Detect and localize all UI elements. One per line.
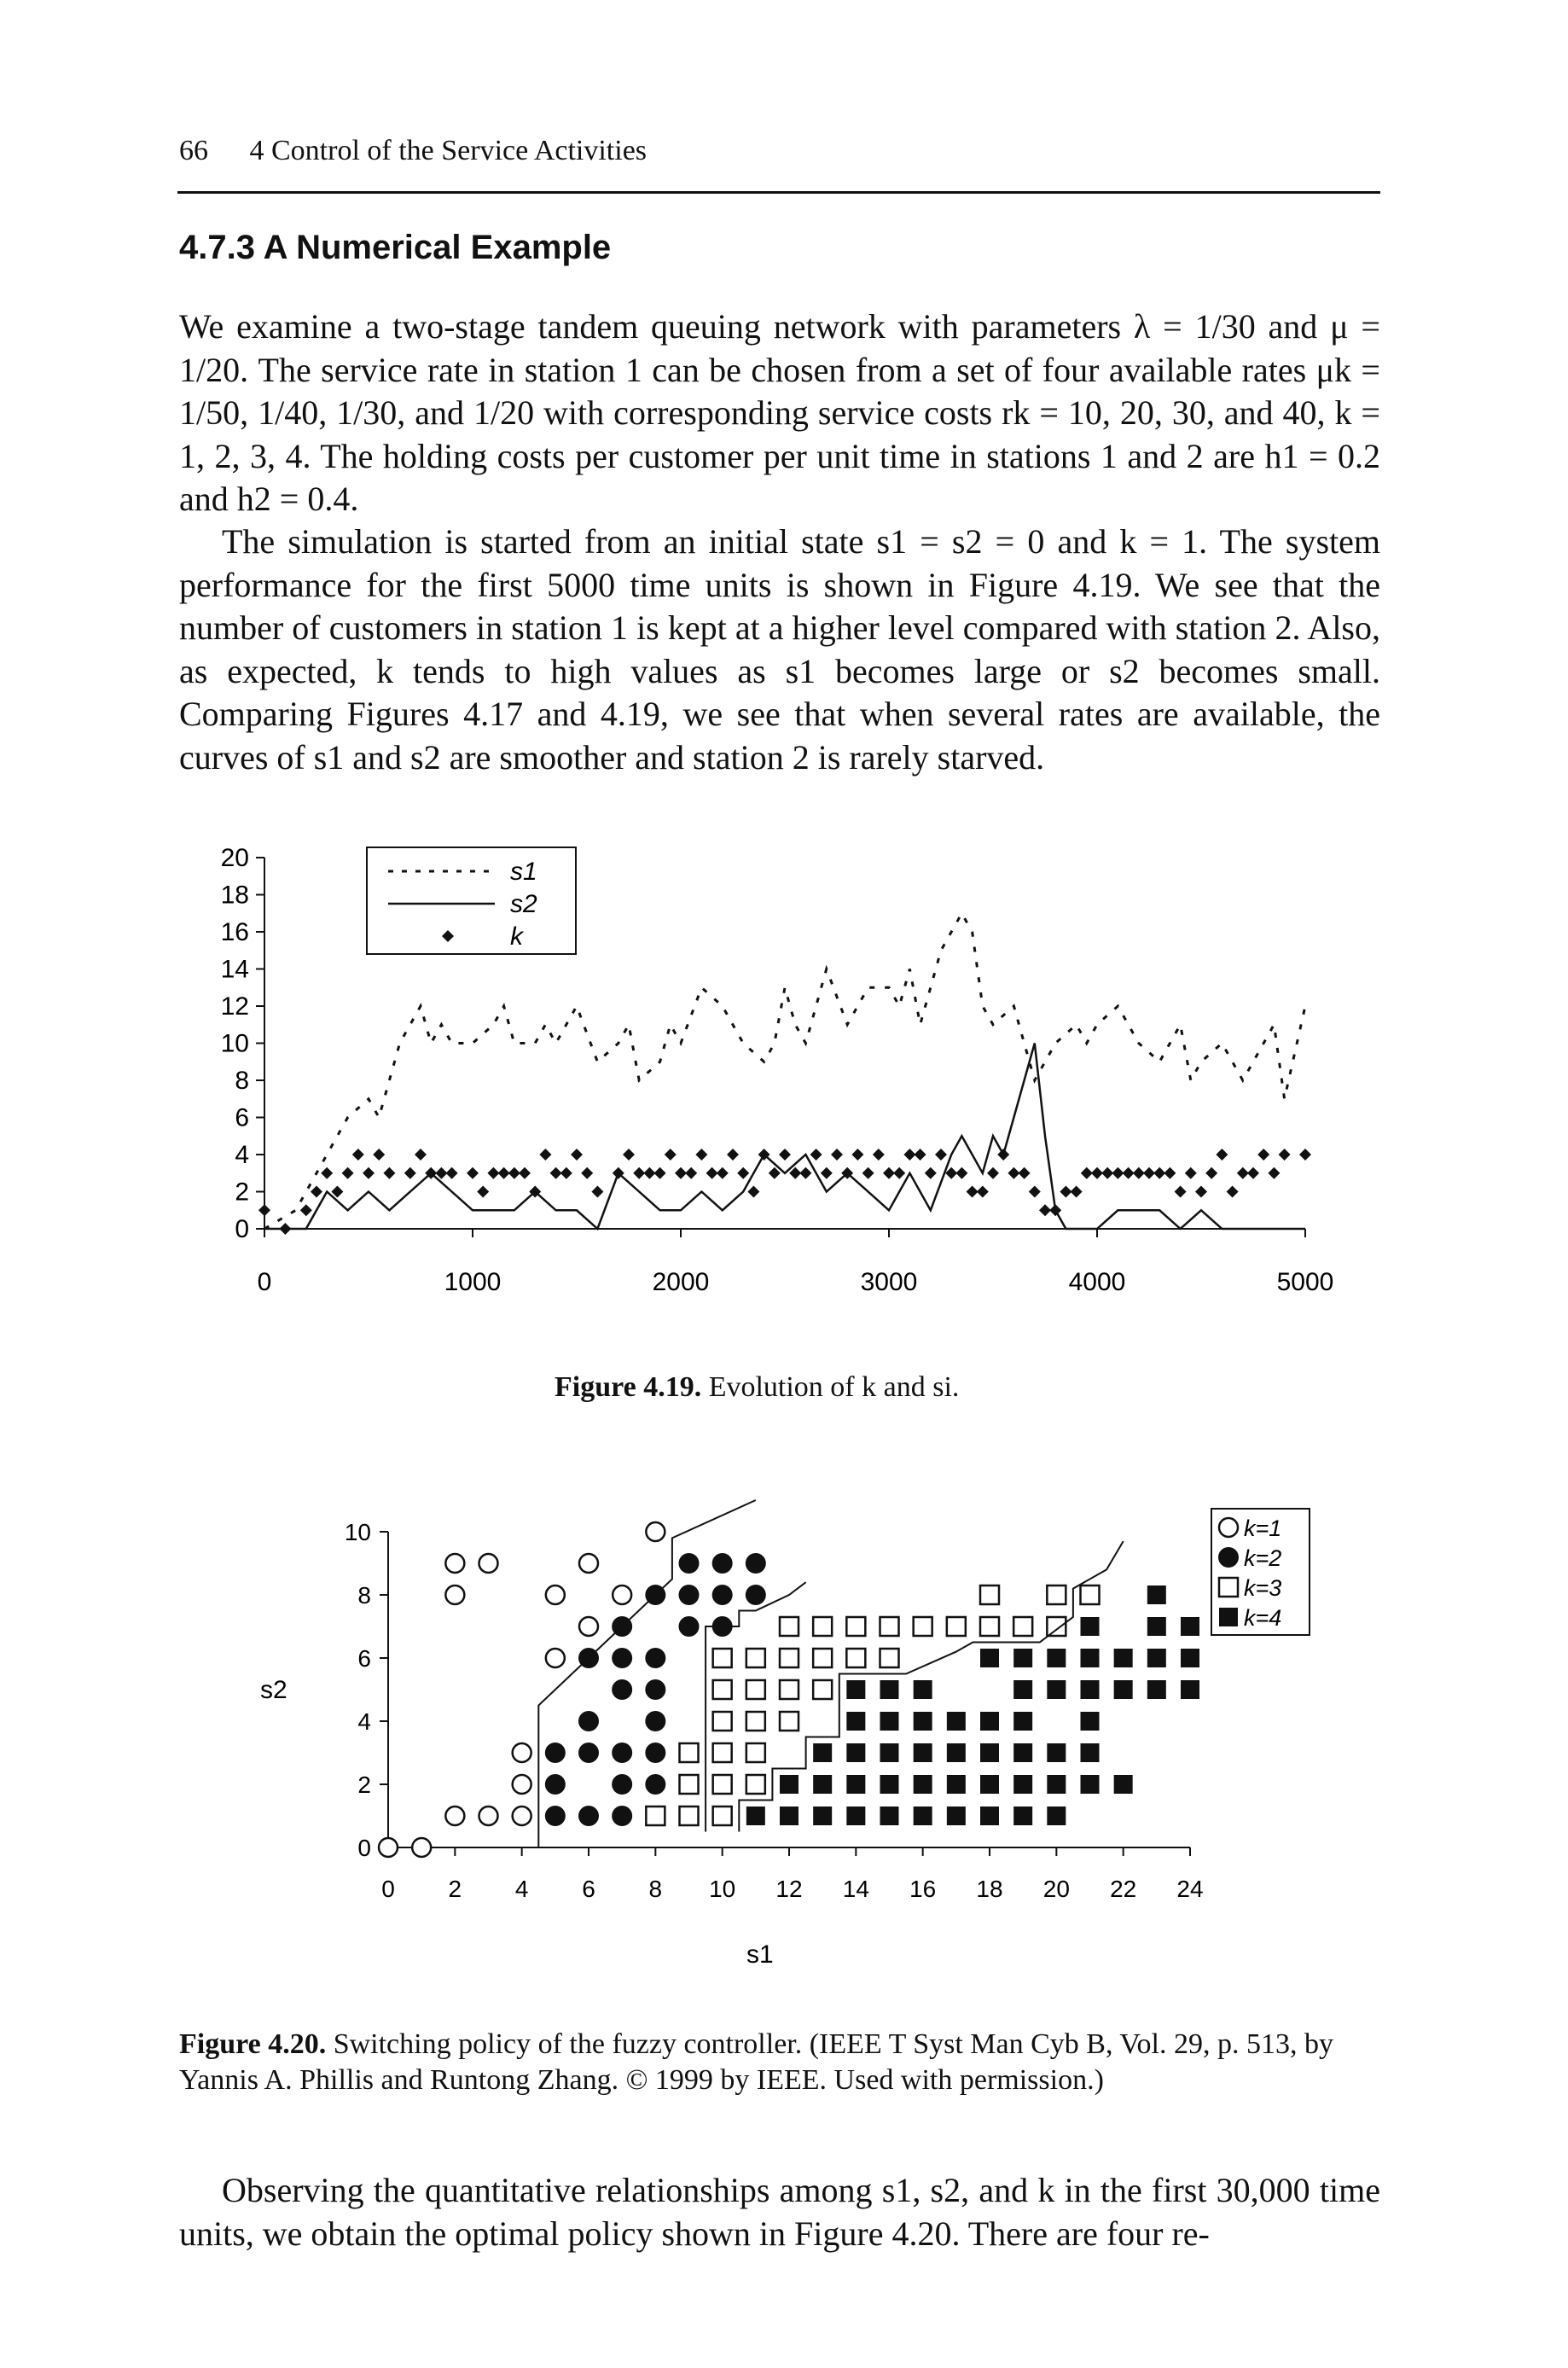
marker-k=4 [1081, 1649, 1100, 1667]
k-marker [935, 1149, 947, 1161]
marker-k=4 [1081, 1743, 1100, 1762]
x-tick-label: 0 [257, 1268, 272, 1296]
k-marker [654, 1167, 666, 1179]
k-marker [1247, 1167, 1259, 1179]
k-marker [955, 1167, 967, 1179]
marker-k=4 [1013, 1807, 1032, 1825]
k-marker [571, 1149, 583, 1161]
section-title: 4.7.3 A Numerical Example [179, 229, 612, 266]
marker-k=4 [813, 1807, 832, 1825]
marker-k=3 [980, 1617, 999, 1636]
y-tick-label: 0 [357, 1835, 371, 1861]
k-marker [945, 1167, 957, 1179]
k-marker [1195, 1186, 1207, 1198]
marker-k=4 [980, 1775, 999, 1794]
marker-k=4 [1114, 1680, 1133, 1699]
k-marker [467, 1167, 479, 1179]
marker-k=3 [713, 1807, 732, 1825]
marker-k=4 [1047, 1680, 1066, 1699]
marker-k=4 [746, 1807, 765, 1825]
k-marker [404, 1167, 416, 1179]
y-tick-label: 0 [235, 1215, 249, 1243]
k-marker [727, 1149, 739, 1161]
marker-k=4 [813, 1775, 832, 1794]
x-tick-label: 24 [1176, 1876, 1204, 1902]
k-marker [883, 1167, 895, 1179]
k-marker [851, 1149, 863, 1161]
marker-k=4 [947, 1712, 966, 1731]
marker-k=4 [1047, 1775, 1066, 1794]
k-marker [311, 1186, 322, 1198]
x-tick-label: 20 [1042, 1876, 1070, 1902]
k-marker [737, 1167, 749, 1179]
marker-k=1 [445, 1585, 464, 1604]
marker-k=2 [612, 1648, 632, 1668]
k-marker [363, 1167, 375, 1179]
marker-k=4 [980, 1712, 999, 1731]
k-marker [706, 1167, 718, 1179]
marker-k=3 [947, 1617, 966, 1636]
k-marker [342, 1167, 354, 1179]
k-marker [987, 1167, 999, 1179]
marker-k=4 [780, 1775, 799, 1794]
k-marker [258, 1204, 270, 1216]
marker-k=2 [578, 1711, 599, 1731]
k-marker [446, 1167, 458, 1179]
marker-k=2 [712, 1553, 733, 1574]
marker-k=2 [545, 1806, 566, 1826]
paragraph-2-text: The simulation is started from an initial state s1 = s2 = 0 and k = 1. The system performance for the first 5000 time units is shown in Figure 4.19. We see that the number of customers in station 1 is kept at a higher level compared with station 2. Also, as expected, k tends to high values as s1 becomes large or s2 becomes small. Comparing Figures 4.17 and 4.19, we see that when several rates are available, the curves of s1 and s2 are smoother and station 2 is rarely starved. [179, 522, 1380, 777]
k-marker [279, 1223, 291, 1235]
k-marker [487, 1167, 499, 1179]
x-tick-label: 3000 [860, 1268, 918, 1296]
k-marker [779, 1149, 791, 1161]
y-tick-label: 14 [220, 955, 249, 984]
marker-k=4 [1081, 1680, 1100, 1699]
marker-k=4 [1114, 1649, 1133, 1667]
k-marker [1049, 1204, 1061, 1216]
k-marker [997, 1149, 1009, 1161]
k-marker [383, 1167, 395, 1179]
marker-k=4 [846, 1680, 865, 1699]
marker-k=2 [645, 1774, 665, 1795]
k-marker [799, 1167, 811, 1179]
k-marker [1081, 1167, 1093, 1179]
marker-k=1 [546, 1585, 565, 1604]
k-marker [925, 1167, 937, 1179]
marker-k=1 [513, 1807, 531, 1825]
legend-swatch [1219, 1578, 1238, 1597]
paragraph-1-text: We examine a two-stage tandem queuing network with parameters λ = 1/30 and μ = 1/20. The service rate in station 1 can be chosen from a set of four available rates μk = 1/50, 1/40, 1/30, and 1/20 with corresponding service costs rk = 10, 20, 30, and 40, k = 1, 2, 3, 4. The holding costs per customer per unit time in stations 1 and 2 are h1 = 0.2 and h2 = 0.4. [179, 307, 1380, 518]
x-tick-label: 8 [648, 1876, 663, 1902]
marker-k=4 [1013, 1712, 1032, 1731]
marker-k=4 [880, 1712, 899, 1731]
marker-k=3 [713, 1680, 732, 1699]
marker-k=3 [680, 1775, 699, 1794]
marker-k=1 [513, 1775, 531, 1794]
marker-k=3 [1081, 1585, 1100, 1604]
k-marker [1227, 1186, 1239, 1198]
figure-4-19-chart [205, 841, 1365, 1318]
k-marker [1112, 1167, 1124, 1179]
x-tick-label: 1000 [444, 1268, 502, 1296]
x-tick-label: 5000 [1276, 1268, 1334, 1296]
legend-label: k [510, 922, 523, 951]
y-tick-label: 2 [357, 1772, 371, 1798]
x-tick-label: 4000 [1068, 1268, 1126, 1296]
k-marker [967, 1186, 979, 1198]
marker-k=2 [746, 1553, 766, 1574]
k-marker [1060, 1186, 1071, 1198]
k-marker [1257, 1149, 1269, 1161]
marker-k=3 [780, 1649, 799, 1667]
legend-box [367, 847, 576, 954]
marker-k=4 [846, 1775, 865, 1794]
marker-k=2 [612, 1774, 632, 1795]
marker-k=3 [846, 1617, 865, 1636]
marker-k=2 [545, 1774, 566, 1795]
marker-k=3 [746, 1743, 765, 1762]
k-marker [862, 1167, 874, 1179]
marker-k=1 [546, 1649, 565, 1667]
k-marker [633, 1167, 645, 1179]
k-marker [581, 1167, 593, 1179]
marker-k=4 [980, 1807, 999, 1825]
k-marker [643, 1167, 655, 1179]
figure-4-19-caption [555, 1370, 959, 1405]
marker-k=4 [914, 1680, 932, 1699]
y-tick-label: 6 [357, 1645, 371, 1672]
marker-k=4 [1181, 1649, 1199, 1667]
y-tick-label: 8 [235, 1067, 249, 1095]
k-marker [1019, 1167, 1031, 1179]
marker-k=3 [680, 1807, 699, 1825]
marker-k=4 [914, 1775, 932, 1794]
figure-4-19-label: Figure 4.19. [555, 1371, 702, 1403]
marker-k=3 [746, 1649, 765, 1667]
k-marker [1164, 1167, 1176, 1179]
marker-k=4 [880, 1807, 899, 1825]
marker-k=3 [980, 1585, 999, 1604]
legend-swatch [1219, 1518, 1238, 1537]
marker-k=3 [780, 1617, 799, 1636]
marker-k=2 [679, 1616, 700, 1637]
x-tick-label: 4 [514, 1876, 529, 1902]
marker-k=3 [880, 1617, 899, 1636]
paragraph-3 [179, 2169, 1380, 2255]
y-tick-label: 4 [357, 1708, 371, 1735]
k-marker [873, 1149, 885, 1161]
y-tick-label: 18 [220, 881, 249, 910]
marker-k=4 [880, 1775, 899, 1794]
marker-k=3 [1047, 1585, 1066, 1604]
figure-4-20-text: Switching policy of the fuzzy controller. (IEEE T Syst Man Cyb B, Vol. 29, p. 513, by Yannis A. Phillis and Runtong Zhang. © 1999 by IEEE. Used with permission.) [179, 2028, 1333, 2096]
marker-k=1 [479, 1807, 498, 1825]
marker-k=3 [746, 1680, 765, 1699]
marker-k=4 [1013, 1649, 1032, 1667]
k-marker [508, 1167, 520, 1179]
marker-k=3 [780, 1680, 799, 1699]
k-marker [1216, 1149, 1228, 1161]
k-marker [821, 1167, 833, 1179]
marker-k=3 [746, 1775, 765, 1794]
page-number: 66 [179, 135, 208, 166]
marker-k=4 [880, 1743, 899, 1762]
marker-k=3 [713, 1649, 732, 1667]
marker-k=4 [846, 1712, 865, 1731]
marker-k=1 [412, 1838, 431, 1857]
marker-k=4 [947, 1743, 966, 1762]
k-marker [1123, 1167, 1135, 1179]
marker-k=4 [1013, 1743, 1032, 1762]
marker-k=2 [578, 1743, 599, 1763]
marker-k=4 [1147, 1680, 1166, 1699]
x-tick-label: 2 [448, 1876, 462, 1902]
marker-k=4 [914, 1807, 932, 1825]
marker-k=1 [579, 1554, 598, 1573]
marker-k=1 [379, 1838, 398, 1857]
y-tick-label: 2 [235, 1178, 249, 1207]
marker-k=4 [813, 1743, 832, 1762]
marker-k=4 [1013, 1775, 1032, 1794]
marker-k=3 [1013, 1617, 1032, 1636]
legend-label: s1 [510, 858, 537, 886]
x-tick-label: 2000 [652, 1268, 710, 1296]
k-marker [1133, 1167, 1145, 1179]
k-marker [300, 1204, 312, 1216]
k-marker [1071, 1186, 1083, 1198]
paragraph-3-text: Observing the quantitative relationships among s1, s2, and k in the first 30,000 time units, we obtain the optimal policy shown in Figure 4.20. There are four re- [179, 2171, 1380, 2253]
k-marker [695, 1149, 707, 1161]
marker-k=1 [613, 1585, 631, 1604]
k-marker [810, 1149, 822, 1161]
marker-k=3 [713, 1712, 732, 1731]
x-tick-label: 14 [842, 1876, 869, 1902]
k-marker [1299, 1149, 1311, 1161]
k-marker [1091, 1167, 1103, 1179]
marker-k=4 [880, 1680, 899, 1699]
y-tick-label: 10 [344, 1519, 371, 1545]
x-tick-label: 6 [582, 1876, 595, 1902]
figure-4-19-text: Evolution of k and si. [708, 1371, 960, 1403]
k-marker [1029, 1186, 1041, 1198]
marker-k=3 [813, 1617, 832, 1636]
x-tick-label: 22 [1110, 1876, 1137, 1902]
k-marker [352, 1149, 364, 1161]
marker-k=4 [947, 1807, 966, 1825]
legend-label: k=1 [1244, 1516, 1282, 1541]
legend-label: k=3 [1244, 1575, 1282, 1601]
marker-k=2 [679, 1553, 700, 1574]
y-tick-label: 6 [235, 1103, 249, 1132]
x-tick-label: 16 [909, 1876, 937, 1902]
marker-k=2 [545, 1743, 566, 1763]
marker-k=3 [746, 1712, 765, 1731]
paragraph-2 [179, 521, 1380, 779]
marker-k=4 [1081, 1617, 1100, 1636]
y-tick-label: 16 [220, 918, 249, 946]
k-marker [321, 1167, 333, 1179]
marker-k=3 [646, 1807, 665, 1825]
marker-k=4 [1181, 1617, 1199, 1636]
y-axis-label: s2 [260, 1676, 287, 1704]
marker-k=2 [612, 1743, 632, 1763]
marker-k=2 [645, 1743, 665, 1763]
k-marker [1205, 1167, 1217, 1179]
y-tick-label: 4 [235, 1141, 249, 1169]
x-tick-label: 10 [709, 1876, 736, 1902]
marker-k=3 [813, 1649, 832, 1667]
x-tick-label: 12 [775, 1876, 803, 1902]
x-axis-label: s1 [746, 1940, 774, 1969]
paragraph-1 [179, 305, 1380, 521]
marker-k=2 [645, 1679, 665, 1700]
marker-k=4 [980, 1649, 999, 1667]
figure-4-20-caption [179, 2027, 1380, 2098]
marker-k=4 [1147, 1649, 1166, 1667]
k-marker [915, 1149, 926, 1161]
legend-swatch [1219, 1608, 1238, 1626]
region-boundary-1 [538, 1500, 756, 1847]
marker-k=4 [1081, 1775, 1100, 1794]
legend-swatch [1218, 1547, 1239, 1568]
k-marker [623, 1149, 635, 1161]
marker-k=3 [846, 1649, 865, 1667]
x-tick-label: 18 [976, 1876, 1003, 1902]
marker-k=1 [445, 1807, 464, 1825]
marker-k=1 [513, 1743, 531, 1762]
marker-k=4 [980, 1743, 999, 1762]
marker-k=4 [914, 1743, 932, 1762]
k-marker [539, 1149, 551, 1161]
k-marker [1185, 1167, 1197, 1179]
marker-k=3 [914, 1617, 932, 1636]
k-marker [747, 1186, 759, 1198]
marker-k=4 [914, 1712, 932, 1731]
marker-k=4 [1181, 1680, 1199, 1699]
marker-k=4 [1047, 1807, 1066, 1825]
marker-k=2 [612, 1806, 632, 1826]
k-marker [1101, 1167, 1113, 1179]
header-rule [177, 191, 1380, 194]
marker-k=2 [712, 1585, 733, 1605]
k-marker [477, 1186, 489, 1198]
marker-k=4 [846, 1743, 865, 1762]
marker-k=3 [880, 1649, 899, 1667]
k-marker [1143, 1167, 1155, 1179]
marker-k=4 [1047, 1743, 1066, 1762]
marker-k=2 [578, 1806, 599, 1826]
x-tick-label: 0 [381, 1876, 395, 1902]
y-tick-label: 20 [220, 844, 249, 872]
k-marker [717, 1167, 729, 1179]
k-marker [1268, 1167, 1280, 1179]
legend-label: s2 [510, 890, 537, 918]
marker-k=4 [780, 1807, 799, 1825]
k-marker [373, 1149, 385, 1161]
k-marker [831, 1149, 843, 1161]
marker-k=4 [1081, 1712, 1100, 1731]
marker-k=3 [713, 1743, 732, 1762]
marker-k=1 [479, 1554, 498, 1573]
marker-k=1 [646, 1522, 665, 1541]
k-marker [591, 1186, 603, 1198]
marker-k=3 [813, 1680, 832, 1699]
k-marker [415, 1149, 427, 1161]
k-marker [675, 1167, 687, 1179]
figure-4-20-label: Figure 4.20. [179, 2028, 327, 2060]
marker-k=1 [445, 1554, 464, 1573]
marker-k=4 [1114, 1775, 1133, 1794]
k-marker [685, 1167, 697, 1179]
k-marker [903, 1149, 915, 1161]
marker-k=1 [579, 1617, 598, 1636]
figure-4-20-chart [239, 1493, 1348, 1988]
y-tick-label: 10 [220, 1029, 249, 1058]
k-marker [1175, 1186, 1187, 1198]
k-marker [665, 1149, 677, 1161]
k-marker [1279, 1149, 1291, 1161]
k-marker [1153, 1167, 1165, 1179]
marker-k=4 [1147, 1617, 1166, 1636]
marker-k=2 [612, 1679, 632, 1700]
k-marker [498, 1167, 510, 1179]
k-marker [519, 1167, 531, 1179]
marker-k=2 [679, 1585, 700, 1605]
marker-k=2 [645, 1648, 665, 1668]
marker-k=2 [645, 1711, 665, 1731]
marker-k=3 [680, 1743, 699, 1762]
k-marker [1237, 1167, 1249, 1179]
marker-k=4 [947, 1775, 966, 1794]
k-marker [893, 1167, 905, 1179]
k-marker [1008, 1167, 1019, 1179]
marker-k=4 [846, 1807, 865, 1825]
k-marker [560, 1167, 572, 1179]
marker-k=4 [1013, 1680, 1032, 1699]
marker-k=2 [746, 1585, 766, 1605]
y-tick-label: 12 [220, 992, 249, 1021]
k-marker [550, 1167, 562, 1179]
k-marker [977, 1186, 989, 1198]
chapter-title: 4 Control of the Service Activities [249, 135, 648, 166]
marker-k=3 [713, 1775, 732, 1794]
marker-k=3 [1047, 1617, 1066, 1636]
y-tick-label: 8 [357, 1582, 371, 1609]
marker-k=4 [1147, 1585, 1166, 1604]
marker-k=4 [1047, 1649, 1066, 1667]
running-header [179, 135, 647, 167]
legend-label: k=4 [1244, 1605, 1282, 1631]
marker-k=3 [780, 1712, 799, 1731]
series-line-s2 [264, 1044, 1305, 1230]
k-marker [1039, 1204, 1051, 1216]
legend-label: k=2 [1244, 1545, 1282, 1571]
